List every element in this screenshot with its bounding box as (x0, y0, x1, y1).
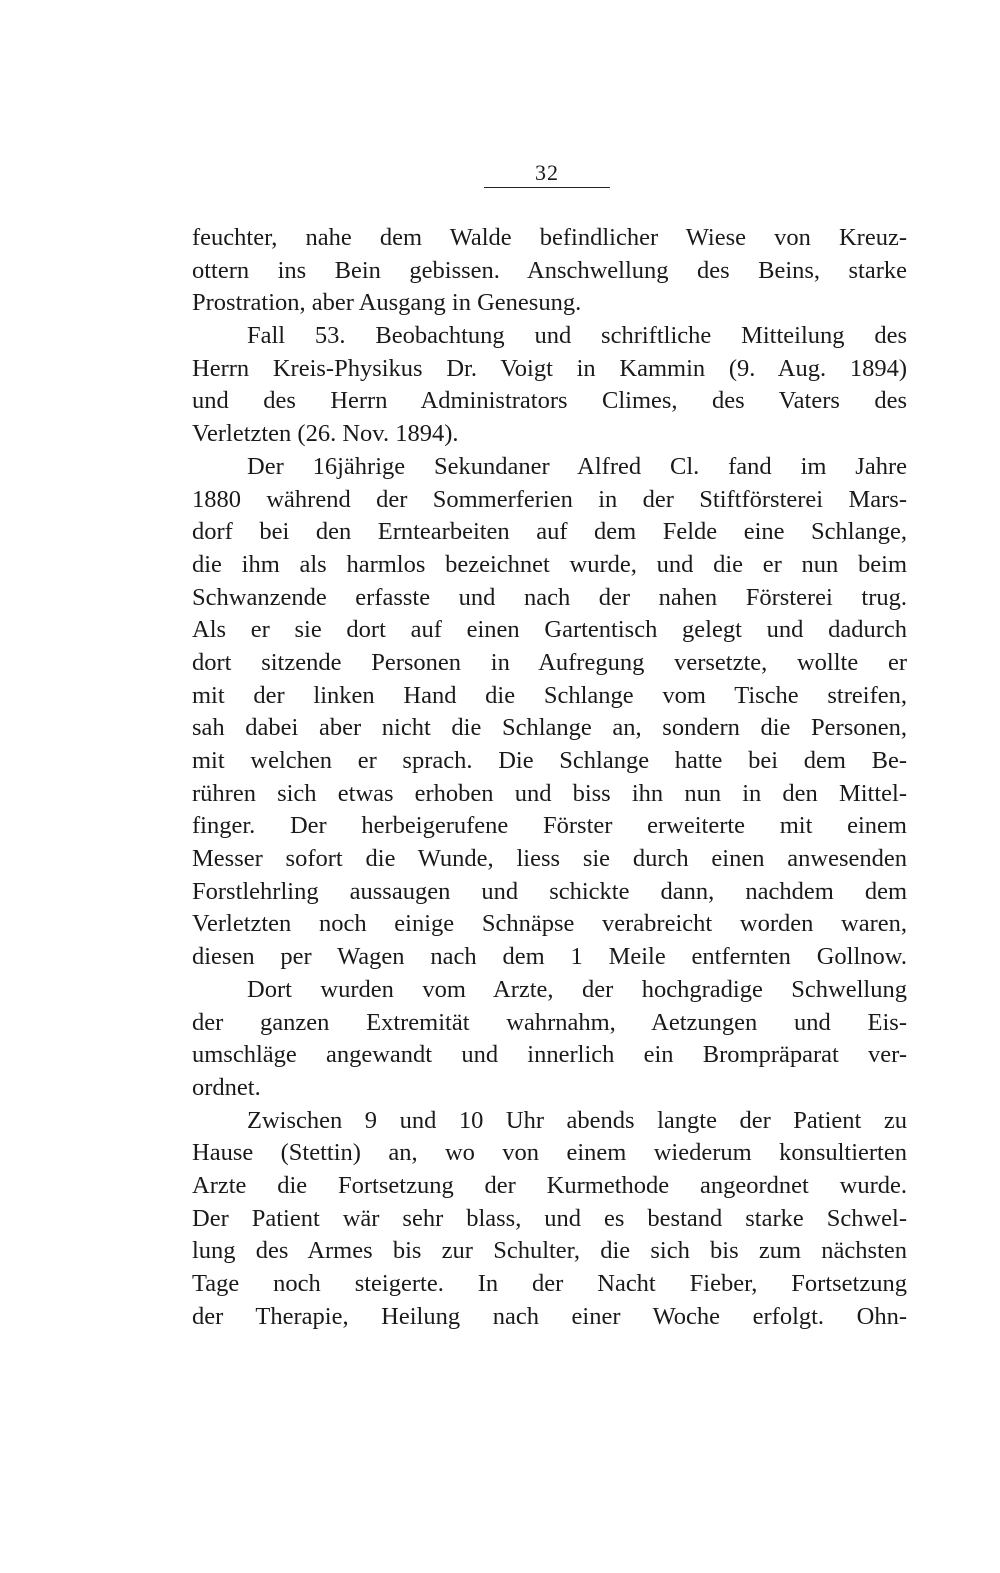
text-line-content: mit welchen er sprach. Die Schlange hatte bei dem Be- (192, 747, 907, 774)
text-line-content: der Therapie, Heilung nach einer Woche erfolgt. Ohn- (192, 1302, 907, 1330)
text-line-content: dorf bei den Erntearbeiten auf dem Felde eine Schlange, (192, 518, 907, 546)
text-line (192, 1137, 907, 1170)
text-line-content: finger. Der herbeigerufene Förster erweiterte mit einem (192, 812, 907, 840)
text-line (192, 647, 907, 680)
text-line-content: der ganzen Extremität wahrnahm, Aetzungen und Eis- (192, 1008, 907, 1036)
text-line (192, 974, 907, 1007)
text-line (192, 810, 907, 843)
body-text (192, 222, 907, 1333)
text-line-content: feuchter, nahe dem Walde befindlicher Wiese von Kreuz- (192, 224, 907, 251)
text-line-content: lung des Armes bis zur Schulter, die sich bis zum nächsten (192, 1237, 907, 1265)
text-line-content: Prostration, aber Ausgang in Genesung. (192, 289, 582, 317)
text-line (192, 1072, 907, 1105)
text-line-content: rühren sich etwas erhoben und biss ihn nun in den Mittel- (192, 779, 907, 807)
text-line-content: Dort wurden vom Arzte, der hochgradige Schwellung (247, 975, 907, 1003)
page-number: 32 (535, 160, 559, 185)
text-line-content: Tage noch steigerte. In der Nacht Fieber, Fortsetzung (192, 1270, 907, 1297)
text-line (192, 582, 907, 615)
text-line (192, 876, 907, 909)
text-line (192, 1039, 907, 1072)
text-line-content: Verletzten (26. Nov. 1894). (192, 420, 459, 448)
text-line (192, 1007, 907, 1040)
text-line (192, 614, 907, 647)
text-line (192, 353, 907, 386)
text-line (192, 451, 907, 484)
text-line (192, 908, 907, 941)
page-number-rule (484, 187, 610, 188)
text-line (192, 745, 907, 778)
text-line-content: Der Patient wär sehr blass, und es bestand starke Schwel- (192, 1204, 907, 1232)
text-line (192, 549, 907, 582)
text-line (192, 1170, 907, 1203)
text-line-content: Der 16jährige Sekundaner Alfred Cl. fand im Jahre (247, 452, 907, 480)
text-line (192, 1105, 907, 1138)
text-line-content: Fall 53. Beobachtung und schriftliche Mitteilung des (247, 322, 907, 350)
text-line-content: Hause (Stettin) an, wo von einem wiederum konsultierten (192, 1139, 907, 1167)
text-line (192, 1235, 907, 1268)
text-line (192, 222, 907, 255)
text-line-content: ordnet. (192, 1073, 261, 1101)
text-line (192, 1301, 907, 1334)
text-line-content: diesen per Wagen nach dem 1 Meile entfernten Gollnow. (192, 943, 907, 971)
text-line (192, 287, 907, 320)
text-line-content: und des Herrn Administrators Climes, des Vaters des (192, 387, 907, 415)
text-line-content: die ihm als harmlos bezeichnet wurde, und die er nun beim (192, 550, 907, 578)
text-line-content: umschläge angewandt und innerlich ein Brompräparat ver- (192, 1041, 907, 1069)
text-line-content: Forstlehrling aussaugen und schickte dann, nachdem dem (192, 877, 907, 905)
text-line (192, 385, 907, 418)
text-line (192, 320, 907, 353)
text-line-content: sah dabei aber nicht die Schlange an, sondern die Personen, (192, 714, 907, 742)
text-line (192, 843, 907, 876)
text-line-content: Messer sofort die Wunde, liess sie durch einen anwesenden (192, 845, 907, 873)
text-line (192, 712, 907, 745)
text-line (192, 778, 907, 811)
text-line-content: ottern ins Bein gebissen. Anschwellung des Beins, starke (192, 256, 907, 284)
text-line (192, 941, 907, 974)
text-line (192, 484, 907, 517)
text-line (192, 516, 907, 549)
text-line-content: Schwanzende erfasste und nach der nahen Försterei trug. (192, 583, 907, 611)
text-line (192, 1203, 907, 1236)
text-line-content: dort sitzende Personen in Aufregung versetzte, wollte er (192, 648, 907, 676)
text-line-content: Herrn Kreis-Physikus Dr. Voigt in Kammin (9. Aug. 1894) (192, 354, 907, 382)
text-line (192, 418, 907, 451)
text-line (192, 255, 907, 288)
text-line (192, 680, 907, 713)
text-line-content: 1880 während der Sommerferien in der Stiftförsterei Mars- (192, 485, 907, 513)
text-line-content: Arzte die Fortsetzung der Kurmethode angeordnet wurde. (192, 1171, 907, 1199)
text-line (192, 1268, 907, 1301)
text-line-content: Verletzten noch einige Schnäpse verabreicht worden waren, (192, 910, 907, 938)
text-line-content: Als er sie dort auf einen Gartentisch gelegt und dadurch (192, 616, 907, 644)
text-line-content: Zwischen 9 und 10 Uhr abends langte der Patient zu (247, 1106, 907, 1134)
text-line-content: mit der linken Hand die Schlange vom Tische streifen, (192, 681, 907, 709)
